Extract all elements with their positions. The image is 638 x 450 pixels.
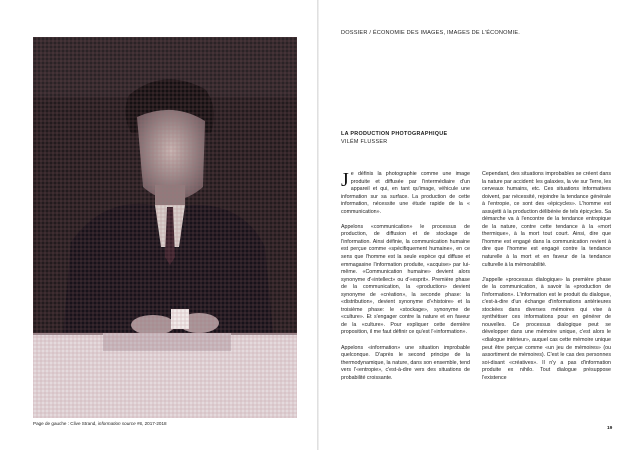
paragraph: Appelons «information» une situation improbable quelconque. D'après le second principe de la thermodynamique, la nature, dans son ensemble, tend vers l'«entropie», c'est-à-dire vers des situations de probabilité croissante.: [341, 344, 470, 381]
paragraph: [341, 171, 470, 216]
text-column-2: [482, 171, 611, 390]
caption-italic: information source #6: [97, 421, 143, 426]
paragraph: Appelons «communication» le processus de production, de diffusion et de stockage de l'information. Ainsi définie, la communication humaine est perçue comme «spécifiquement humaine», en ce sens que l'homme est la seule espèce qui diffuse et emmagasine l'information produite, «acquise» par lui-même. «Communication humaine» devient alors synonyme d'«intellect» ou d'«esprit». Première phase de la communication, la «production» devient synonyme de «création», la seconde phase: la «distribution», devient synonyme d'«histoire» et la troisième phase: le «stockage», synonyme de «culture». Et s'engager contre la nature et en faveur de la «culture». Pour expliquer cette dernière proposition, il me faut définir ce qu'est l'«information».: [341, 223, 470, 336]
section-rubric: DOSSIER / ÉCONOMIE DES IMAGES, IMAGES DE L'ÉCONOMIE.: [341, 30, 520, 36]
caption-tail: , 2017-2018: [142, 421, 167, 426]
dropcap: J: [341, 169, 349, 191]
caption-lead: Page de gauche : Clive Strand,: [33, 421, 98, 426]
article-title: LA PRODUCTION PHOTOGRAPHIQUE: [341, 131, 448, 137]
paragraph: J'appelle «processus dialogique» la première phase de la communication, à savoir la «production de l'information». L'information est le produit du dialogue, c'est-à-dire d'un échange d'informations antérieures stockées dans diverses mémoires qui vise à synthétiser ces informations pour en générer de nouvelles. Ce processus dialogique peut se développer dans une mémoire unique, c'est alors le «dialogue intérieur», auquel cas cette mémoire unique peut être perçue comme «un jeu de mémoires» (ou assortiment de mémoires). C'est le cas des personnes soi-disant «créatives». Il n'y a pas d'information produite ex nihilo. Tout dialogue présuppose l'existence: [482, 276, 611, 381]
text-column-1: [341, 171, 470, 390]
paragraph: Cependant, des situations improbables se créent dans la nature par accident: les galaxies, la vie sur Terre, les cerveaux humains, etc. Ces situations informatives doivent, par nécessité, rejoindre la tendance générale à l'entropie, ce sont des «épicycles». L'homme est assujetti à la production délibérée de tels épicycles. Sa démarche va à l'encontre de la tendance entropique de la nature, contre cette tendance à la «mort thermique», à la mort tout court. Ainsi, dire que l'homme est engagé dans la communication revient à dire que l'homme est engagé contre la tendance naturelle à la mort et en faveur de la tendance culturelle à la mémorabilité.: [482, 171, 611, 268]
photo-caption: [33, 421, 167, 426]
halftone-portrait-photo: [33, 37, 297, 418]
paragraph-text: e définis la photographie comme une image produite et diffusée par l'intermédiaire d'un appareil et qui, en tant qu'image, véhicule une information sur sa surface. La production de cette information, nécessite une étude rapide de la « communication».: [341, 171, 470, 215]
article-author: VILÉM FLUSSER: [341, 139, 388, 145]
left-page: [0, 0, 317, 450]
portrait-image: [33, 37, 297, 418]
page-number: 19: [607, 426, 613, 431]
